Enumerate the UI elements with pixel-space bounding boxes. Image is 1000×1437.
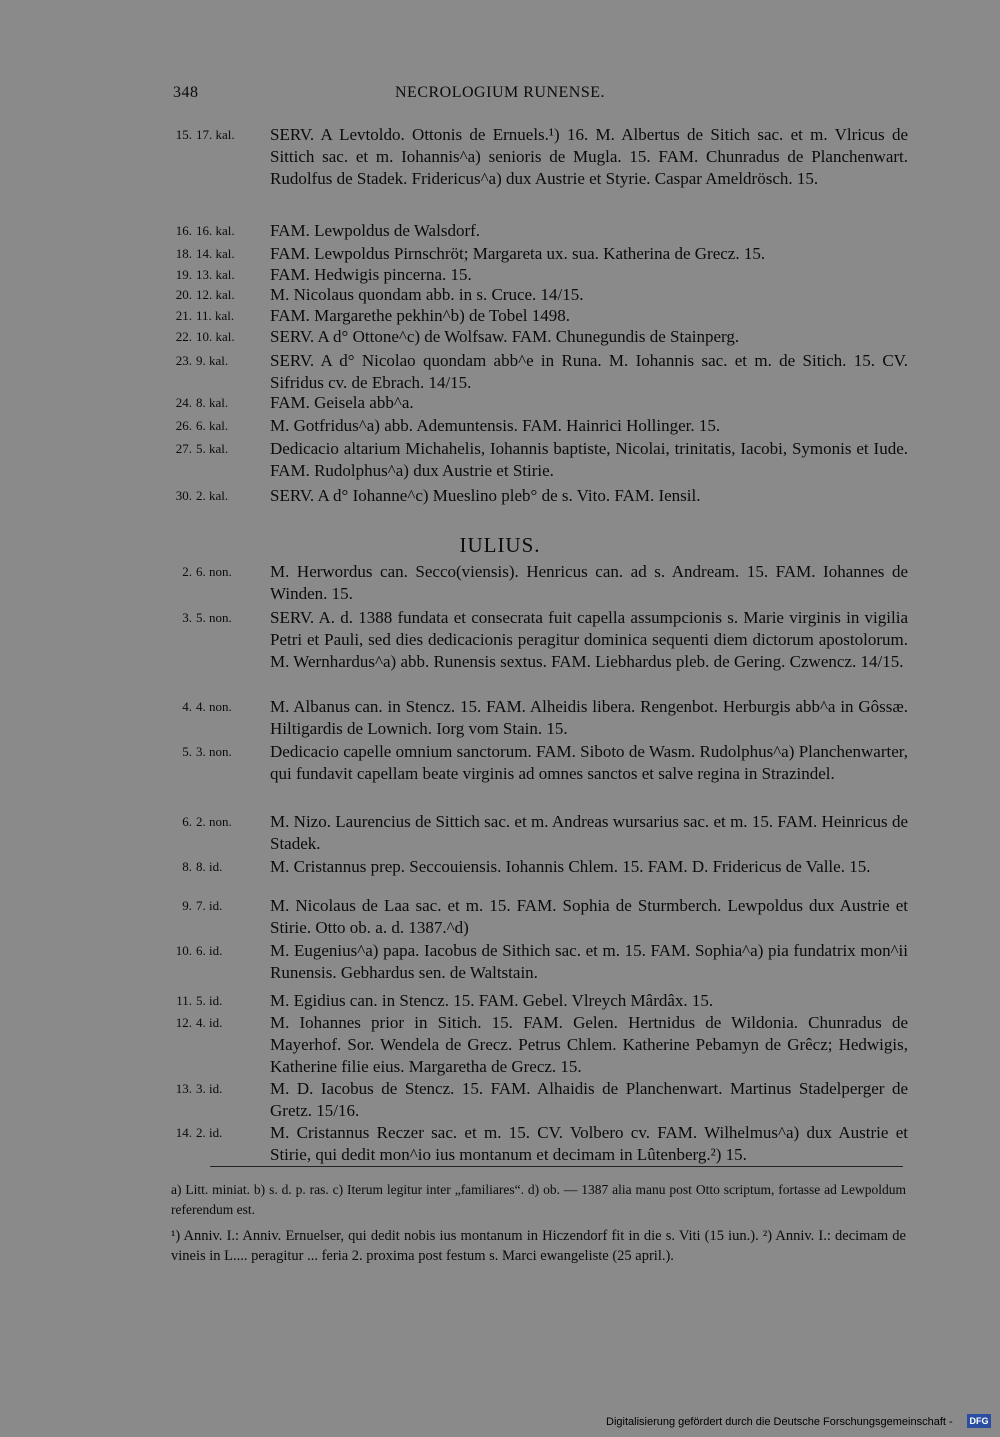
footnotes-number: ¹) Anniv. I.: Anniv. Ernuelser, qui dedit nobis ius montanum in Hiczendorf fit in die s. Viti (15 iun.). ²) Anniv. I.: decimam de vineis in L.... peragitur ... feria 2. proxima post festum s. Marci ewangeliste (25 april.). <box>171 1228 906 1264</box>
entry-text: M. Cristannus Reczer sac. et m. 15. CV. Volbero cv. FAM. Wilhelmus^a) dux Austrie et Stirie, qui dedit mon^io ius montanum et decimam in Lûtenberg.²) 15. <box>270 1123 908 1164</box>
entry-text: FAM. Geisela abb^a. <box>270 393 414 412</box>
page-number: 348 <box>173 84 199 101</box>
entry-calendar-date: 11. kal. <box>196 308 235 323</box>
entry-calendar-date: 4. id. <box>196 1015 223 1030</box>
entry-day-number: 22. <box>175 329 192 344</box>
entry-day-number: 2. <box>182 564 192 579</box>
entry-text: M. Nicolaus de Laa sac. et m. 15. FAM. Sophia de Sturmberch. Lewpoldus dux Austrie et Stirie. Otto ob. a. d. 1387.^d) <box>270 896 908 937</box>
entry-text: SERV. A d° Iohanne^c) Mueslino pleb° de s. Vito. FAM. Iensil. <box>270 486 701 505</box>
entry-day-number: 20. <box>175 287 192 302</box>
entry-calendar-date: 12. kal. <box>196 287 235 302</box>
entry-day-number: 24. <box>175 395 192 410</box>
entry-text: M. Nicolaus quondam abb. in s. Cruce. 14/15. <box>270 285 584 304</box>
entry-text: M. D. Iacobus de Stencz. 15. FAM. Alhaidis de Planchenwart. Martinus Stadelperger de Gretz. 15/16. <box>270 1079 908 1120</box>
entry-day-number: 5. <box>182 744 192 759</box>
entry-calendar-date: 5. non. <box>196 610 232 625</box>
footnote-divider <box>210 1166 903 1167</box>
entry-day-number: 11. <box>176 993 192 1008</box>
entry-day-number: 4. <box>182 699 192 714</box>
entry-text: Dedicacio capelle omnium sanctorum. FAM. Siboto de Wasm. Rudolphus^a) Planchenwarter, qui fundavit capellam beate virginis ad omnes sanctos et salve regina in Strazindel. <box>270 742 908 783</box>
entry-calendar-date: 13. kal. <box>196 267 235 282</box>
month-heading: IULIUS. <box>459 533 541 557</box>
entry-day-number: 12. <box>175 1015 192 1030</box>
entry-calendar-date: 6. id. <box>196 943 223 958</box>
entry-calendar-date: 16. kal. <box>196 223 235 238</box>
entry-text: SERV. A d° Ottone^c) de Wolfsaw. FAM. Chunegundis de Stainperg. <box>270 327 740 346</box>
dfg-logo: DFG <box>967 1414 991 1428</box>
entry-day-number: 8. <box>182 859 192 874</box>
entry-day-number: 10. <box>175 943 192 958</box>
entry-calendar-date: 8. id. <box>196 859 223 874</box>
entry-calendar-date: 2. kal. <box>196 488 229 503</box>
entry-day-number: 3. <box>182 610 192 625</box>
digitization-credit: Digitalisierung gefördert durch die Deutsche Forschungsgemeinschaft - <box>606 1416 953 1428</box>
entry-day-number: 19. <box>175 267 192 282</box>
entry-calendar-date: 3. id. <box>196 1081 223 1096</box>
entry-day-number: 16. <box>175 223 192 238</box>
entry-day-number: 13. <box>175 1081 192 1096</box>
entry-calendar-date: 8. kal. <box>196 395 229 410</box>
entry-text: M. Herwordus can. Secco(viensis). Henricus can. ad s. Andream. 15. FAM. Iohannes de Winden. 15. <box>270 562 908 603</box>
entry-calendar-date: 17. kal. <box>196 127 235 142</box>
entry-day-number: 15. <box>175 127 192 142</box>
entry-calendar-date: 2. non. <box>196 814 232 829</box>
entry-text: M. Eugenius^a) papa. Iacobus de Sithich sac. et m. 15. FAM. Sophia^a) pia fundatrix mon^ii Runensis. Gebhardus sen. de Waltstain. <box>270 941 908 982</box>
entry-calendar-date: 6. non. <box>196 564 232 579</box>
entry-day-number: 9. <box>182 898 192 913</box>
entry-calendar-date: 3. non. <box>196 744 232 759</box>
entry-day-number: 23. <box>175 353 192 368</box>
running-title: NECROLOGIUM RUNENSE. <box>395 84 605 101</box>
entry-text: M. Egidius can. in Stencz. 15. FAM. Gebel. Vlreych Mârdâx. 15. <box>270 991 714 1010</box>
entry-calendar-date: 10. kal. <box>196 329 235 344</box>
entry-day-number: 18. <box>175 246 192 261</box>
entry-text: FAM. Hedwigis pincerna. 15. <box>270 265 472 284</box>
entry-calendar-date: 5. id. <box>196 993 223 1008</box>
entry-text: SERV. A. d. 1388 fundata et consecrata fuit capella assumpcionis s. Marie virginis in vigilia Petri et Pauli, sed dies dedicacionis peragitur dominica sequenti diem dictorum apostolorum. M. Wernhardus^a) abb. Runensis sextus. FAM. Liebhardus pleb. de Gering. Czwencz. 14/15. <box>270 608 908 671</box>
entry-text: M. Albanus can. in Stencz. 15. FAM. Alheidis libera. Rengenbot. Herburgis abb^a in Gôssæ. Hiltigardis de Lownich. Iorg vom Stain. 15. <box>270 697 908 738</box>
entry-day-number: 26. <box>175 418 192 433</box>
entry-text: FAM. Lewpoldus de Walsdorf. <box>270 221 481 240</box>
entry-text: M. Nizo. Laurencius de Sittich sac. et m. Andreas wursarius sac. et m. 15. FAM. Heinricus de Stadek. <box>270 812 908 853</box>
entry-calendar-date: 4. non. <box>196 699 232 714</box>
entry-day-number: 14. <box>175 1125 192 1140</box>
entry-calendar-date: 6. kal. <box>196 418 229 433</box>
entry-calendar-date: 5. kal. <box>196 441 229 456</box>
entry-day-number: 27. <box>175 441 192 456</box>
entry-calendar-date: 2. id. <box>196 1125 223 1140</box>
entry-text: FAM. Lewpoldus Pirnschröt; Margareta ux. sua. Katherina de Grecz. 15. <box>270 244 766 263</box>
entry-calendar-date: 7. id. <box>196 898 223 913</box>
entry-text: M. Gotfridus^a) abb. Ademuntensis. FAM. Hainrici Hollinger. 15. <box>270 416 721 435</box>
entry-day-number: 6. <box>182 814 192 829</box>
entry-text: Dedicacio altarium Michahelis, Iohannis baptiste, Nicolai, trinitatis, Iacobi, Symonis et Iude. FAM. Rudolphus^a) dux Austrie et Stirie. <box>270 439 908 480</box>
entry-text: M. Iohannes prior in Sitich. 15. FAM. Gelen. Hertnidus de Wildonia. Chunradus de Mayerhof. Sor. Wendela de Grecz. Petrus Chlem. Katherine Pebamyn de Grêcz; Hedwigis, Katherine filie eius. Margaretha de Grecz. 15. <box>270 1013 908 1076</box>
entry-text: SERV. A Levtoldo. Ottonis de Ernuels.¹) 16. M. Albertus de Sitich sac. et m. Vlricus de Sittich sac. et m. Iohannis^a) senioris de Mugla. 15. FAM. Chunradus de Planchenwart. Rudolfus de Stadek. Fridericus^a) dux Austrie et Styrie. Caspar Ameldrösch. 15. <box>270 125 908 188</box>
entry-text: FAM. Margarethe pekhin^b) de Tobel 1498. <box>270 306 570 325</box>
entry-text: M. Cristannus prep. Seccouiensis. Iohannis Chlem. 15. FAM. D. Fridericus de Valle. 15. <box>270 857 871 876</box>
entry-day-number: 21. <box>175 308 192 323</box>
footnotes-letter: a) Litt. miniat. b) s. d. p. ras. c) Iterum legitur inter „familiares“. d) ob. — 1387 alia manu post Otto scriptum, fortasse ad Lewpoldum referendum est. <box>171 1182 906 1217</box>
entry-calendar-date: 9. kal. <box>196 353 229 368</box>
entry-text: SERV. A d° Nicolao quondam abb^e in Runa. M. Iohannis sac. et m. de Sitich. 15. CV. Sifridus cv. de Ebrach. 14/15. <box>270 351 908 392</box>
entry-calendar-date: 14. kal. <box>196 246 235 261</box>
entry-day-number: 30. <box>175 488 192 503</box>
